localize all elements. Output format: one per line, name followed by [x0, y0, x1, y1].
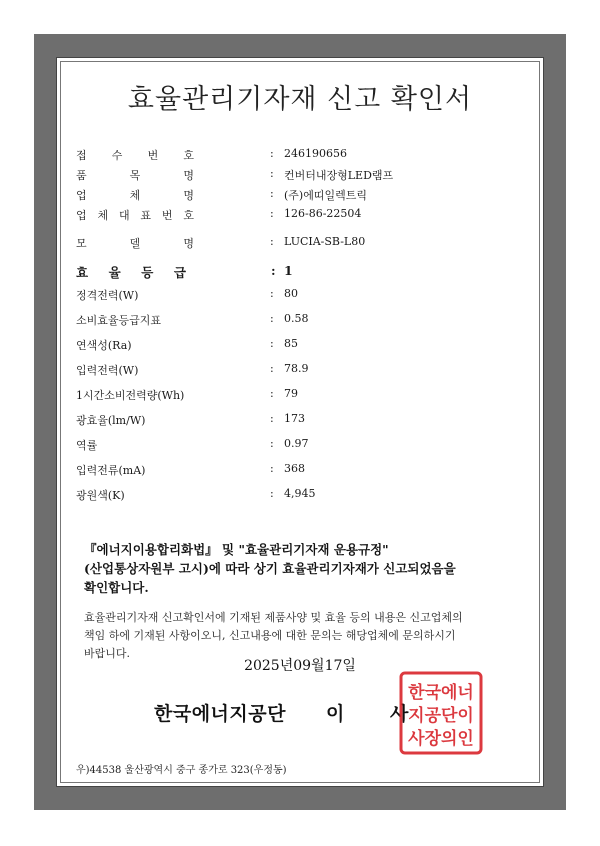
- spec-row-power-factor: [56, 437, 544, 455]
- note-line: 책임 하에 기재된 사항이오니, 신고내용에 대한 문의는 해당업체에 문의하시기: [84, 629, 456, 642]
- statement-line: (산업통상자원부 고시)에 따라 상기 효율관리기자재가 신고되었음을: [84, 561, 456, 576]
- spec-value: 80: [284, 287, 298, 300]
- field-row-receipt-number: [56, 147, 544, 165]
- spec-label: 입력전력(W): [76, 364, 139, 377]
- spec-value: 79: [284, 387, 298, 400]
- spec-label: 소비효율등급지표: [76, 314, 162, 327]
- field-colon: :: [270, 207, 274, 220]
- spec-value: 173: [284, 412, 305, 425]
- field-colon: :: [270, 437, 274, 450]
- spec-label: 정격전력(W): [76, 289, 139, 302]
- field-label: 모 델 명: [76, 237, 194, 250]
- issuer-title-char: 사: [390, 703, 409, 725]
- field-colon: :: [270, 167, 274, 180]
- field-value: (주)에띠일렉트릭: [284, 189, 367, 202]
- field-colon: :: [270, 412, 274, 425]
- field-label: 업 체 명: [76, 189, 194, 202]
- field-colon: :: [270, 235, 274, 248]
- field-colon: :: [270, 462, 274, 475]
- issuer-address: 우)44538 울산광역시 중구 종가로 323(우정동): [76, 765, 287, 776]
- field-colon: :: [270, 487, 274, 500]
- field-value: LUCIA-SB-L80: [284, 235, 366, 248]
- svg-text:지공단이: 지공단이: [408, 706, 474, 726]
- field-colon: :: [270, 287, 274, 300]
- spec-row-luminous-efficacy: [56, 412, 544, 430]
- field-row-efficiency-grade: [56, 263, 544, 281]
- spec-value: 85: [284, 337, 298, 350]
- field-row-company-number: [56, 207, 544, 225]
- spec-row-color-temperature: [56, 487, 544, 505]
- spec-value: 0.97: [284, 437, 309, 450]
- field-label: 접 수 번 호: [76, 149, 194, 162]
- spec-row-hourly-consumption: [56, 387, 544, 405]
- field-colon: :: [270, 147, 274, 160]
- spec-row-rated-power: [56, 287, 544, 305]
- statement-line: 확인합니다.: [84, 580, 149, 595]
- spec-value: 4,945: [284, 487, 316, 500]
- field-label: 품 목 명: [76, 169, 194, 182]
- spec-row-efficiency-index: [56, 312, 544, 330]
- svg-text:사장의인: 사장의인: [408, 729, 474, 749]
- issuer-title-char: 이: [326, 703, 345, 725]
- field-colon: :: [270, 387, 274, 400]
- spec-label: 입력전류(mA): [76, 464, 146, 477]
- spec-row-color-rendering: [56, 337, 544, 355]
- field-value: 126-86-22504: [284, 207, 362, 220]
- spec-label: 광효율(lm/W): [76, 414, 146, 427]
- issue-date: 2025년09월17일: [244, 658, 356, 674]
- svg-text:한국에너: 한국에너: [408, 683, 474, 703]
- official-seal-stamp: [398, 670, 484, 756]
- field-row-model-name: [56, 235, 544, 253]
- spec-label: 연색성(Ra): [76, 339, 132, 352]
- spec-value: 0.58: [284, 312, 309, 325]
- field-label: 업 체 대 표 번 호: [76, 209, 194, 222]
- field-value: 컨버터내장형LED램프: [284, 169, 394, 182]
- spec-row-input-power: [56, 362, 544, 380]
- spec-row-input-current: [56, 462, 544, 480]
- confirmation-statement: [84, 540, 524, 597]
- field-colon: :: [270, 337, 274, 350]
- field-colon: :: [270, 187, 274, 200]
- field-colon: :: [270, 362, 274, 375]
- field-value: 246190656: [284, 147, 347, 160]
- field-row-item-name: [56, 167, 544, 185]
- grade-label: 효 율 등 급: [76, 265, 186, 280]
- note-line: 바랍니다.: [84, 647, 131, 660]
- field-row-company-name: [56, 187, 544, 205]
- statement-line: 『에너지이용합리화법』 및 "효율관리기자재 운용규정": [84, 542, 389, 557]
- spec-value: 368: [284, 462, 305, 475]
- grade-value: 1: [284, 263, 293, 278]
- field-colon: :: [271, 263, 276, 278]
- spec-label: 역률: [76, 439, 98, 452]
- spec-label: 1시간소비전력량(Wh): [76, 389, 185, 402]
- document-title: 효율관리기자재 신고 확인서: [127, 84, 473, 115]
- certificate-page: [56, 57, 544, 787]
- issuer-organization: 한국에너지공단: [154, 703, 286, 725]
- spec-label: 광원색(K): [76, 489, 125, 502]
- note-line: 효율관리기자재 신고확인서에 기재된 제품사양 및 효율 등의 내용은 신고업체의: [84, 611, 463, 624]
- field-colon: :: [270, 312, 274, 325]
- spec-value: 78.9: [284, 362, 309, 375]
